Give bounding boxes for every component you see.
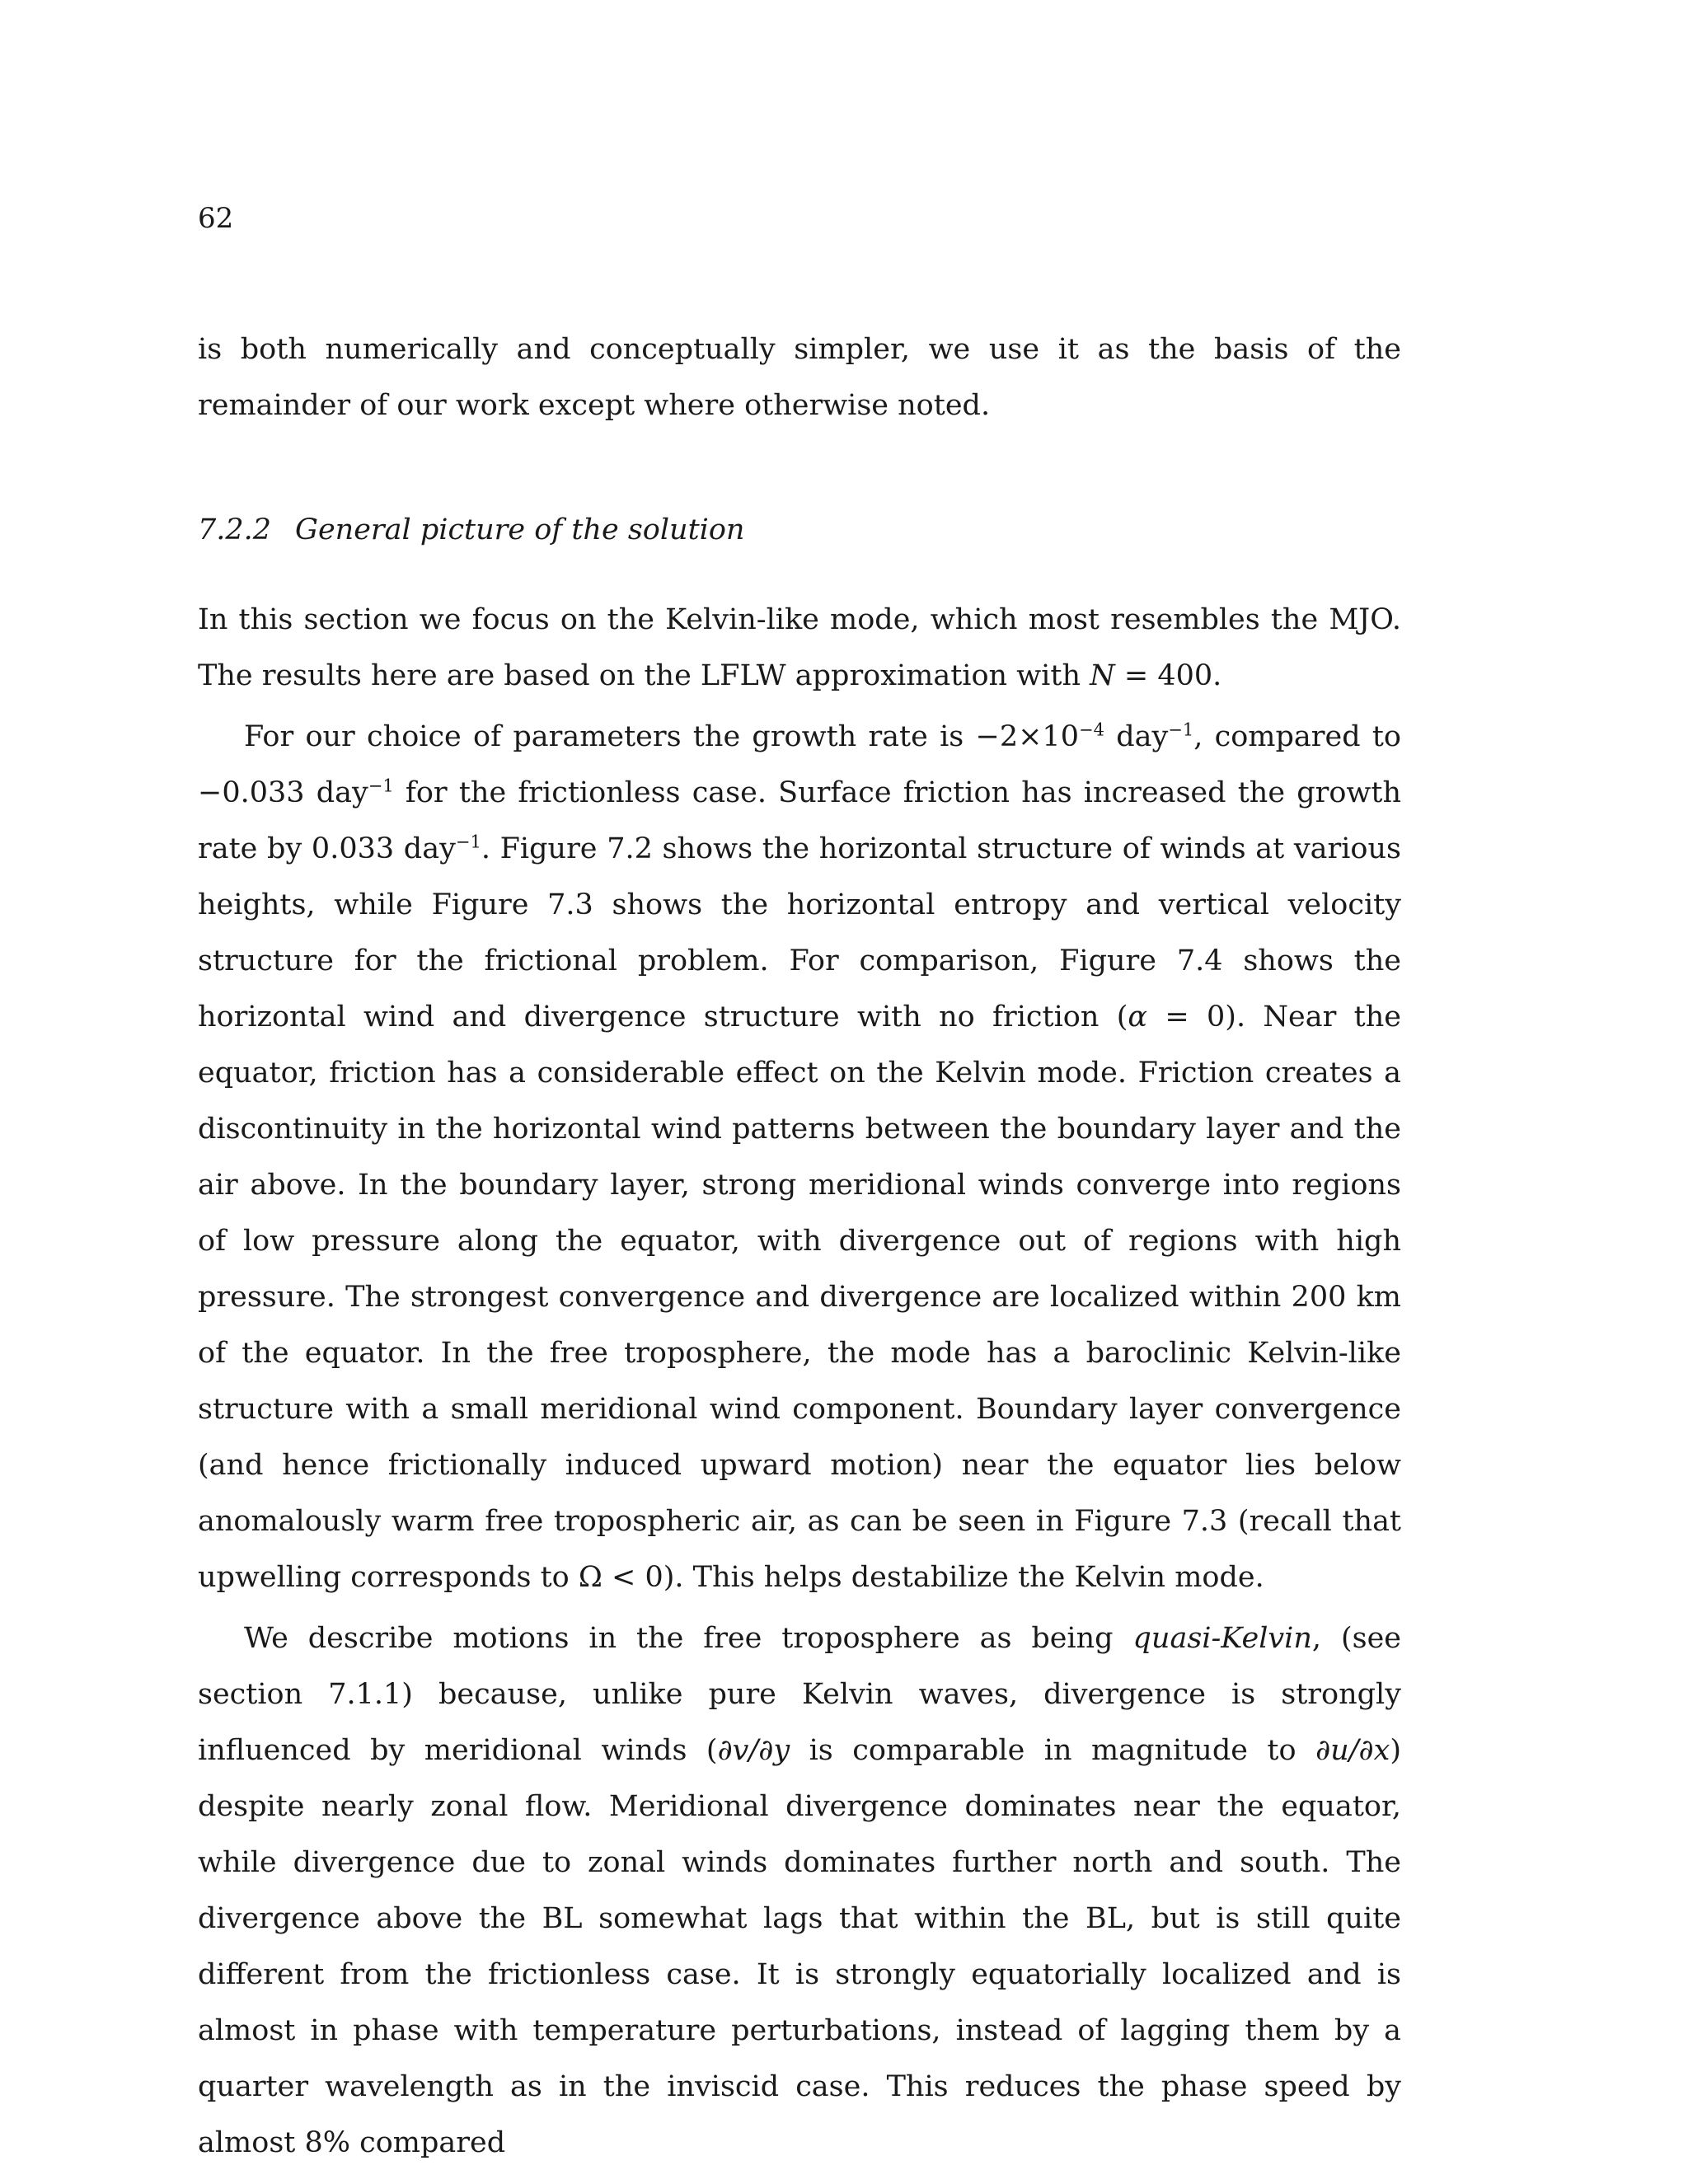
p3-italic-quasi-kelvin: quasi-Kelvin — [1132, 1622, 1312, 1655]
p2-text-a: For our choice of parameters the growth rate is −2×10 — [244, 720, 1079, 753]
intro-text: is both numerically and conceptually simpler, we use it as the basis of the remainder of our work except where otherwise noted. — [198, 333, 1401, 422]
p2-math-alpha: α — [1128, 1001, 1148, 1033]
p2-sup-3: −1 — [368, 776, 394, 796]
page-number: 62 — [198, 202, 234, 235]
paragraph-1 — [198, 592, 1401, 704]
section-number: 7.2.2 — [198, 513, 272, 546]
p2-text-b: day — [1104, 720, 1169, 753]
p2-sup-4: −1 — [455, 832, 481, 852]
p3-math-dvdy: ∂v/∂y — [717, 1734, 790, 1767]
p2-text-f: = 0). Near the equator, friction has a considerable effect on the Kelvin mode. Friction creates a discontinuity in the horizontal wind patterns between the boundary layer and the air above. In the boundary layer, strong meridional winds converge into regions of low pressure along the equator, with divergence out of regions with high pressure. The strongest convergence and divergence are localized within 200 km of the equator. In the free troposphere, the mode has a baroclinic Kelvin-like structure with a small meridional wind component. Boundary layer convergence (and hence frictionally induced upward motion) near the equator lies below anomalously warm free tropospheric air, as can be seen in Figure 7.3 (recall that upwelling corresponds to Ω < 0). This helps destabilize the Kelvin mode. — [198, 1001, 1401, 1594]
section-body — [198, 592, 1401, 2171]
p2-text-e: . Figure 7.2 shows the horizontal structure of winds at various heights, while Figure 7.3 shows the horizontal entropy and vertical velocity structure for the frictional problem. For comparison, Figure 7.4 shows the horizontal wind and divergence structure with no friction ( — [198, 832, 1401, 1033]
intro-paragraph — [198, 321, 1401, 434]
section-heading — [198, 509, 744, 551]
p3-text-d: ) despite nearly zonal flow. Meridional divergence dominates near the equator, while divergence due to zonal winds dominates further north and south. The divergence above the BL somewhat lags that within the BL, but is still quite different from the frictionless case. It is strongly equatorially localized and is almost in phase with temperature perturbations, instead of lagging them by a quarter wavelength as in the inviscid case. This reduces the phase speed by almost 8% compared — [198, 1734, 1401, 2159]
p3-text-c: is comparable in magnitude to — [790, 1734, 1316, 1767]
p2-sup-1: −4 — [1078, 719, 1104, 740]
section-title: General picture of the solution — [295, 513, 745, 546]
p1-text-a: In this section we focus on the Kelvin-like mode, which most resembles the MJO. The results here are based on the LFLW approximation with — [198, 603, 1401, 692]
paragraph-2 — [198, 709, 1401, 1605]
p1-text-b: = 400. — [1114, 659, 1222, 692]
p2-text-d: for the frictionless case. Surface friction has increased the growth rate by 0.033 day — [198, 776, 1401, 865]
p2-text-c: , compared to −0.033 day — [198, 720, 1402, 809]
p3-text-b: , (see section 7.1.1) because, unlike pure Kelvin waves, divergence is strongly influenced by meridional winds ( — [198, 1622, 1401, 1767]
paragraph-3 — [198, 1610, 1401, 2171]
p3-text-a: We describe motions in the free troposphere as being — [244, 1622, 1133, 1655]
p3-math-dudx: ∂u/∂x — [1315, 1734, 1390, 1767]
p1-math-n: N — [1090, 659, 1115, 692]
p2-sup-2: −1 — [1168, 719, 1194, 740]
